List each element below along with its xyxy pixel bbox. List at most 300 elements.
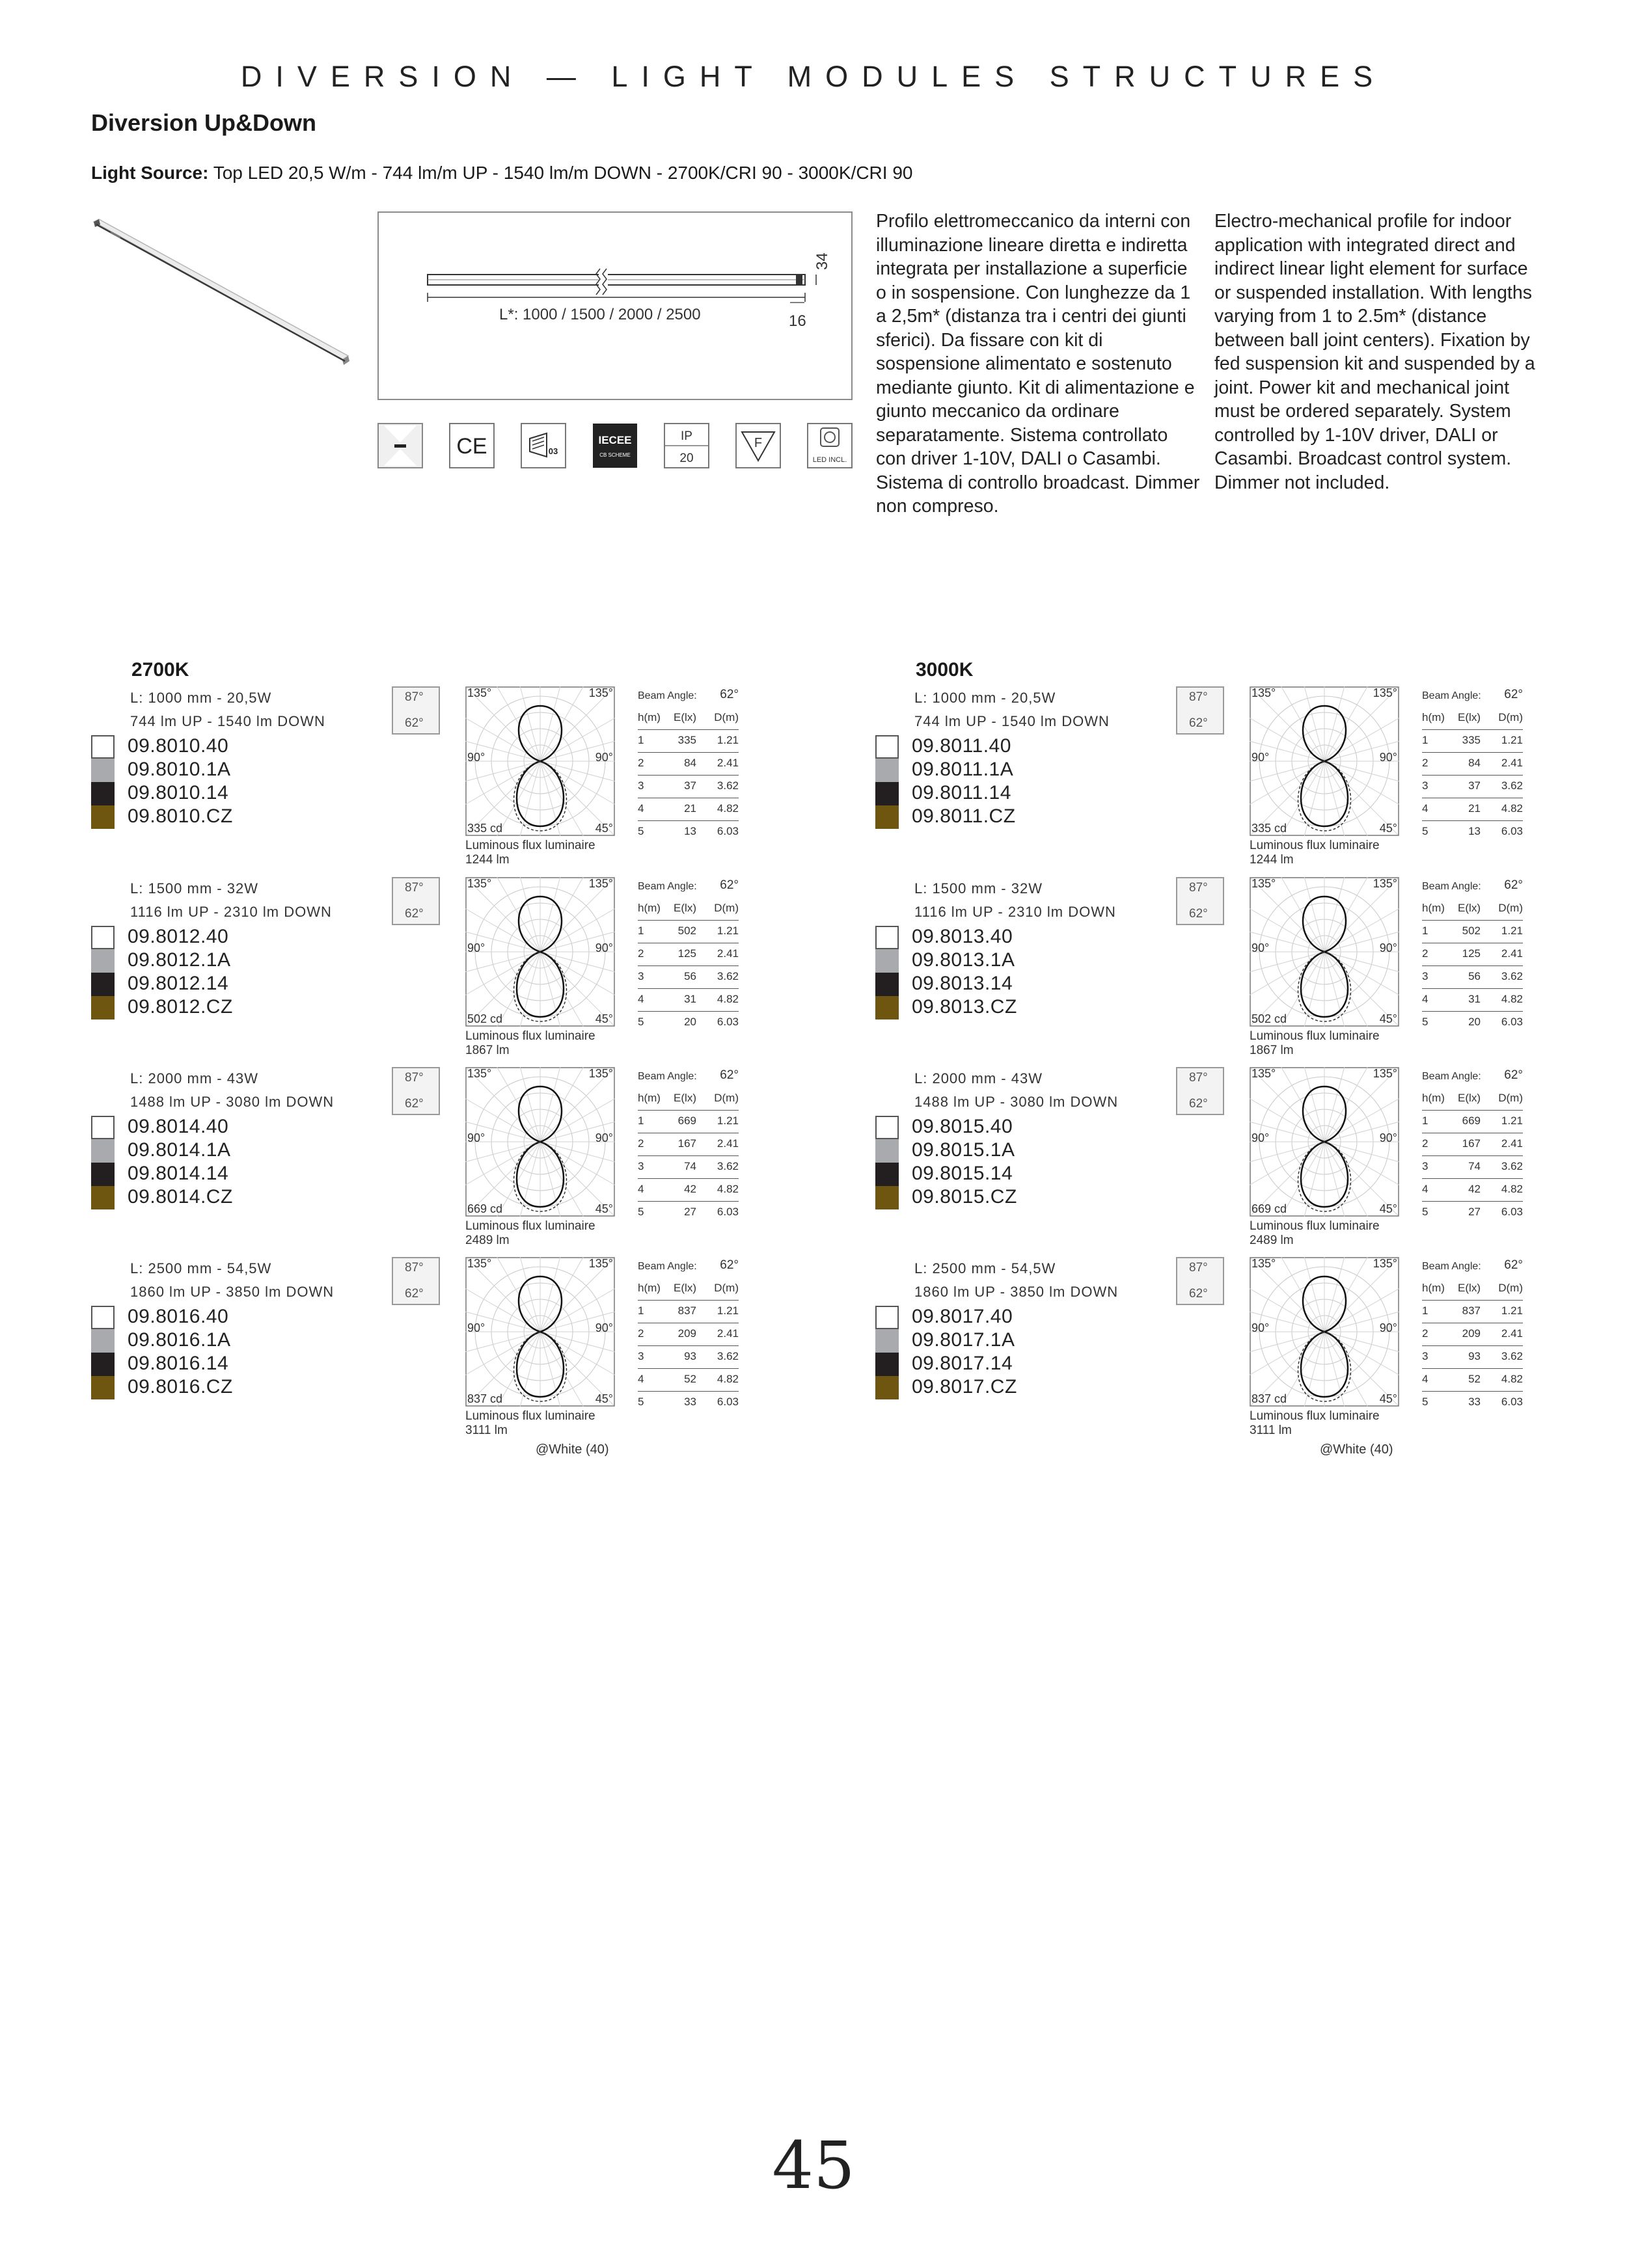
header-diameter: D(m)	[714, 1092, 739, 1104]
row-illuminance: 31	[684, 993, 696, 1005]
product-code: 09.8013.CZ	[912, 996, 1017, 1018]
header-diameter: D(m)	[714, 902, 739, 914]
finish-swatch-corten	[875, 1376, 899, 1399]
luminous-flux-caption	[1250, 1409, 1380, 1438]
product-code: 09.8015.14	[912, 1163, 1013, 1184]
finish-swatch-corten	[875, 1186, 899, 1209]
row-illuminance: 125	[677, 947, 696, 960]
beam-bottom-angle: 62°	[1189, 907, 1208, 921]
row-diameter: 6.03	[717, 825, 739, 837]
row-illuminance: 84	[684, 757, 696, 769]
product-code: 09.8017.1A	[912, 1329, 1015, 1351]
page-number: 45	[772, 2127, 855, 2204]
row-diameter: 3.62	[1501, 1350, 1523, 1362]
variant-block	[875, 1067, 1552, 1256]
luminous-flux-value: 1867 lm	[1250, 1044, 1294, 1057]
beam-angle-label: Beam Angle:	[638, 690, 697, 701]
table-row	[638, 1346, 739, 1369]
iecee-cb-scheme-icon	[592, 423, 638, 468]
row-diameter: 1.21	[717, 1304, 739, 1317]
row-diameter: 4.82	[1501, 1373, 1523, 1385]
table-row	[638, 1202, 739, 1224]
length-dimension-label: L*: 1000 / 1500 / 2000 / 2500	[499, 306, 701, 323]
row-height: 2	[1422, 947, 1429, 960]
row-height: 1	[1422, 925, 1429, 937]
row-illuminance: 669	[677, 1114, 696, 1127]
luminous-flux-label: Luminous flux luminaire	[465, 1029, 595, 1043]
row-diameter: 4.82	[717, 802, 739, 815]
variant-length-power: L: 1000 mm - 20,5W	[130, 690, 272, 706]
f-mark-text: F	[754, 436, 763, 450]
row-illuminance: 125	[1462, 947, 1481, 960]
product-code: 09.8015.40	[912, 1116, 1013, 1137]
row-illuminance: 37	[1468, 779, 1481, 792]
beam-angle-value: 62°	[1504, 1258, 1523, 1272]
luminous-flux-value: 1244 lm	[465, 853, 510, 867]
photometric-table	[1422, 1068, 1523, 1224]
finish-swatch-grey	[875, 949, 899, 973]
row-height: 2	[1422, 757, 1429, 769]
width-dimension-label: 16	[789, 312, 806, 330]
peak-intensity-label: 335 cd	[1251, 822, 1287, 835]
finish-swatch-black	[875, 782, 899, 805]
header-illuminance: E(lx)	[674, 1092, 696, 1104]
row-illuminance: 74	[684, 1160, 696, 1172]
table-row	[1422, 798, 1523, 821]
luminous-flux-caption	[465, 1219, 595, 1248]
finish-swatch-corten	[91, 1186, 115, 1209]
table-row	[1422, 943, 1523, 966]
header-illuminance: E(lx)	[1458, 1092, 1481, 1104]
product-code: 09.8011.1A	[912, 759, 1014, 780]
product-code: 09.8015.CZ	[912, 1186, 1017, 1208]
peak-intensity-label: 335 cd	[467, 822, 503, 835]
polar-label-45: 45°	[1379, 1012, 1397, 1025]
header-illuminance: E(lx)	[1458, 1282, 1481, 1294]
product-code: 09.8017.CZ	[912, 1376, 1017, 1397]
row-diameter: 2.41	[717, 1137, 739, 1150]
beam-angle-icon	[1176, 1067, 1224, 1115]
header-diameter: D(m)	[1498, 1092, 1523, 1104]
polar-label-135-left: 135°	[467, 1067, 492, 1080]
variant-flux: 744 lm UP - 1540 lm DOWN	[130, 713, 325, 729]
row-diameter: 1.21	[1501, 1304, 1523, 1317]
row-height: 1	[638, 1304, 644, 1317]
variant-flux: 1116 lm UP - 2310 lm DOWN	[130, 904, 332, 920]
ce-mark-icon	[449, 423, 495, 468]
row-diameter: 4.82	[1501, 993, 1523, 1005]
row-height: 4	[638, 993, 644, 1005]
row-height: 1	[1422, 1114, 1429, 1127]
row-height: 2	[638, 1137, 644, 1150]
row-height: 3	[638, 970, 644, 982]
product-code: 09.8016.1A	[128, 1329, 231, 1351]
product-code: 09.8010.CZ	[128, 805, 233, 827]
row-height: 1	[1422, 734, 1429, 746]
variant-block	[875, 877, 1552, 1066]
row-diameter: 3.62	[1501, 970, 1523, 982]
product-code: 09.8017.14	[912, 1353, 1013, 1374]
polar-diagram	[1250, 877, 1399, 1027]
row-diameter: 2.41	[717, 757, 739, 769]
beam-angle-value: 62°	[720, 878, 739, 892]
variant-flux: 1860 lm UP - 3850 lm DOWN	[914, 1284, 1119, 1300]
row-height: 5	[1422, 1016, 1429, 1028]
product-code: 09.8011.CZ	[912, 805, 1016, 827]
row-height: 4	[1422, 802, 1429, 815]
beam-top-angle: 87°	[405, 1261, 424, 1275]
polar-diagram	[1250, 686, 1399, 836]
photometric-table	[638, 878, 739, 1034]
header-diameter: D(m)	[714, 711, 739, 723]
finish-swatch-corten	[91, 1376, 115, 1399]
photometric-table	[1422, 1258, 1523, 1414]
finish-swatch-grey	[91, 759, 115, 782]
finish-swatch-grey	[875, 759, 899, 782]
product-code: 09.8012.40	[128, 926, 229, 947]
dali-certification-text: 03	[548, 446, 558, 456]
white-finish-note: @White (40)	[536, 1442, 609, 1457]
finish-swatch-white	[875, 926, 899, 949]
finish-swatch-white	[91, 926, 115, 949]
header-height: h(m)	[1422, 1282, 1445, 1294]
finish-swatch-white	[91, 1306, 115, 1329]
polar-label-135-left: 135°	[1251, 877, 1276, 890]
luminous-flux-caption	[465, 1029, 595, 1058]
polar-diagram	[1250, 1067, 1399, 1217]
row-diameter: 2.41	[1501, 1137, 1523, 1150]
polar-label-90-left: 90°	[1251, 1321, 1270, 1334]
header-illuminance: E(lx)	[1458, 711, 1481, 723]
luminous-flux-label: Luminous flux luminaire	[465, 1409, 595, 1423]
luminous-flux-label: Luminous flux luminaire	[1250, 1409, 1380, 1423]
beam-angle-label: Beam Angle:	[638, 881, 697, 892]
row-diameter: 1.21	[1501, 734, 1523, 746]
table-row	[1422, 966, 1523, 989]
cb-scheme-text: CB SCHEME	[599, 452, 631, 458]
row-diameter: 2.41	[717, 1327, 739, 1340]
polar-label-45: 45°	[595, 822, 613, 835]
row-diameter: 3.62	[717, 779, 739, 792]
photometric-table	[638, 1258, 739, 1414]
row-diameter: 1.21	[717, 1114, 739, 1127]
row-illuminance: 27	[1468, 1206, 1481, 1218]
row-illuminance: 33	[1468, 1396, 1481, 1408]
table-row	[1422, 989, 1523, 1012]
row-diameter: 6.03	[717, 1016, 739, 1028]
polar-label-45: 45°	[1379, 1392, 1397, 1405]
polar-label-135-right: 135°	[588, 1067, 613, 1080]
variant-flux: 1488 lm UP - 3080 lm DOWN	[130, 1094, 335, 1110]
header-height: h(m)	[1422, 902, 1445, 914]
table-row	[1422, 1179, 1523, 1202]
row-diameter: 3.62	[1501, 779, 1523, 792]
peak-intensity-label: 502 cd	[467, 1012, 503, 1025]
row-height: 1	[638, 734, 644, 746]
row-illuminance: 837	[677, 1304, 696, 1317]
table-row	[1422, 1202, 1523, 1224]
product-code: 09.8011.40	[912, 735, 1011, 757]
beam-angle-label: Beam Angle:	[1422, 1071, 1481, 1082]
product-code: 09.8016.40	[128, 1306, 229, 1327]
height-dimension-label: 34	[814, 252, 831, 270]
luminous-flux-caption	[465, 1409, 595, 1438]
beam-bottom-angle: 62°	[1189, 1287, 1208, 1301]
row-height: 5	[638, 1396, 644, 1408]
beam-angle-icon	[1176, 1257, 1224, 1305]
variant-flux: 1488 lm UP - 3080 lm DOWN	[914, 1094, 1119, 1110]
row-diameter: 1.21	[717, 734, 739, 746]
variant-block	[91, 1257, 768, 1457]
variant-length-power: L: 1500 mm - 32W	[130, 880, 258, 897]
polar-diagram	[465, 686, 615, 836]
product-code: 09.8016.14	[128, 1353, 229, 1374]
variant-length-power: L: 1000 mm - 20,5W	[914, 690, 1056, 706]
row-height: 4	[1422, 1373, 1429, 1385]
row-illuminance: 56	[1468, 970, 1481, 982]
row-height: 5	[638, 825, 644, 837]
row-height: 3	[1422, 970, 1429, 982]
row-illuminance: 56	[684, 970, 696, 982]
row-height: 2	[1422, 1137, 1429, 1150]
header-height: h(m)	[1422, 711, 1445, 723]
variant-flux: 1860 lm UP - 3850 lm DOWN	[130, 1284, 335, 1300]
polar-label-135-right: 135°	[1373, 686, 1397, 699]
row-illuminance: 31	[1468, 993, 1481, 1005]
finish-swatch-white	[875, 1116, 899, 1139]
variant-block	[91, 1067, 768, 1256]
row-diameter: 2.41	[1501, 947, 1523, 960]
beam-angle-label: Beam Angle:	[638, 1071, 697, 1082]
table-header	[638, 1278, 739, 1301]
polar-diagram	[465, 1257, 615, 1407]
table-row	[638, 1369, 739, 1392]
table-row	[1422, 1012, 1523, 1034]
row-illuminance: 42	[684, 1183, 696, 1195]
description-english: Electro-mechanical profile for indoor application with integrated direct and indirect linear light element for surface or suspended installation. With lengths varying from 1 to 2.5m* (distance between ball joint centers). Fixation by fed suspension kit and suspended by a joint. Power kit and mechanical joint must be ordered separately. System controlled by 1-10V driver, DALI or Casambi. Broadcast control system. Dimmer not included.	[1214, 211, 1535, 493]
ce-mark-text: CE	[456, 434, 487, 459]
row-illuminance: 167	[677, 1137, 696, 1150]
table-header	[638, 898, 739, 921]
row-diameter: 1.21	[1501, 1114, 1523, 1127]
beam-angle-value: 62°	[1504, 878, 1523, 892]
beam-angle-icon	[1176, 686, 1224, 735]
beam-bottom-angle: 62°	[405, 716, 424, 730]
variant-block	[875, 659, 1552, 875]
row-illuminance: 502	[677, 925, 696, 937]
row-illuminance: 335	[1462, 734, 1481, 746]
row-diameter: 3.62	[717, 1350, 739, 1362]
row-diameter: 1.21	[717, 925, 739, 937]
table-row	[1422, 1301, 1523, 1323]
header-illuminance: E(lx)	[674, 711, 696, 723]
beam-bottom-angle: 62°	[405, 1287, 424, 1301]
table-row	[638, 1179, 739, 1202]
polar-diagram	[1250, 1257, 1399, 1407]
row-height: 4	[1422, 1183, 1429, 1195]
peak-intensity-label: 669 cd	[1251, 1202, 1287, 1215]
finish-swatch-black	[91, 973, 115, 996]
luminous-flux-label: Luminous flux luminaire	[1250, 1219, 1380, 1233]
beam-angle-icon	[392, 686, 440, 735]
row-diameter: 4.82	[717, 993, 739, 1005]
variant-flux: 1116 lm UP - 2310 lm DOWN	[914, 904, 1116, 920]
row-illuminance: 669	[1462, 1114, 1481, 1127]
beam-angle-value: 62°	[720, 688, 739, 701]
variant-length-power: L: 2500 mm - 54,5W	[130, 1260, 272, 1276]
product-code: 09.8010.14	[128, 782, 229, 803]
luminous-flux-caption	[465, 839, 595, 867]
beam-angle-value: 62°	[1504, 1068, 1523, 1082]
row-diameter: 6.03	[1501, 1206, 1523, 1218]
page-title: DIVERSION — LIGHT MODULES STRUCTURES	[240, 60, 1387, 93]
up-down-light-icon	[377, 423, 423, 468]
row-illuminance: 167	[1462, 1137, 1481, 1150]
row-height: 4	[638, 802, 644, 815]
header-diameter: D(m)	[1498, 1282, 1523, 1294]
finish-swatch-corten	[875, 805, 899, 829]
row-diameter: 4.82	[717, 1373, 739, 1385]
polar-label-90-left: 90°	[1251, 1131, 1270, 1144]
luminous-flux-label: Luminous flux luminaire	[465, 839, 595, 852]
header-diameter: D(m)	[714, 1282, 739, 1294]
luminous-flux-value: 3111 lm	[465, 1424, 508, 1437]
photometric-table	[638, 688, 739, 843]
row-diameter: 3.62	[717, 1160, 739, 1172]
table-header	[638, 1088, 739, 1111]
iecee-text: IECEE	[598, 434, 632, 446]
row-height: 3	[638, 1350, 644, 1362]
polar-label-90-right: 90°	[595, 751, 613, 764]
table-row	[1422, 1392, 1523, 1414]
row-illuminance: 502	[1462, 925, 1481, 937]
header-illuminance: E(lx)	[1458, 902, 1481, 914]
table-row	[638, 753, 739, 776]
finish-swatch-grey	[91, 1329, 115, 1353]
cct-title: 2700K	[131, 659, 189, 681]
row-diameter: 6.03	[1501, 825, 1523, 837]
cct-title: 3000K	[916, 659, 974, 681]
beam-angle-label: Beam Angle:	[638, 1261, 697, 1272]
polar-label-90-right: 90°	[1379, 1321, 1397, 1334]
row-illuminance: 33	[684, 1396, 696, 1408]
row-height: 5	[1422, 825, 1429, 837]
polar-label-90-left: 90°	[1251, 941, 1270, 954]
photometric-table	[1422, 688, 1523, 843]
polar-label-90-left: 90°	[1251, 751, 1270, 764]
product-code: 09.8011.14	[912, 782, 1011, 803]
luminous-flux-value: 2489 lm	[465, 1234, 510, 1247]
finish-swatch-corten	[91, 996, 115, 1019]
row-height: 1	[1422, 1304, 1429, 1317]
polar-label-45: 45°	[1379, 1202, 1397, 1215]
row-illuminance: 13	[1468, 825, 1481, 837]
ip-rating-icon	[664, 423, 709, 468]
row-diameter: 2.41	[1501, 1327, 1523, 1340]
finish-swatch-black	[91, 1163, 115, 1186]
polar-label-135-right: 135°	[1373, 877, 1397, 890]
row-height: 2	[638, 947, 644, 960]
variant-block	[91, 659, 768, 875]
photometric-table	[1422, 878, 1523, 1034]
finish-swatch-grey	[875, 1139, 899, 1163]
light-source-label: Light Source:	[91, 163, 209, 183]
row-height: 2	[638, 757, 644, 769]
beam-top-angle: 87°	[1189, 690, 1208, 704]
finish-swatch-white	[875, 1306, 899, 1329]
table-row	[1422, 1346, 1523, 1369]
polar-label-135-left: 135°	[1251, 1257, 1276, 1270]
beam-bottom-angle: 62°	[405, 1097, 424, 1111]
table-row	[638, 821, 739, 843]
row-height: 5	[1422, 1206, 1429, 1218]
table-row	[638, 966, 739, 989]
polar-label-135-left: 135°	[467, 1257, 492, 1270]
table-row	[638, 1111, 739, 1133]
row-height: 1	[638, 1114, 644, 1127]
luminous-flux-caption	[1250, 1029, 1380, 1058]
polar-label-90-left: 90°	[467, 1321, 485, 1334]
beam-angle-icon	[392, 1067, 440, 1115]
table-row	[1422, 776, 1523, 798]
luminous-flux-caption	[1250, 1219, 1380, 1248]
product-name: Diversion Up&Down	[91, 109, 317, 136]
variant-block	[875, 1257, 1552, 1457]
header-diameter: D(m)	[1498, 711, 1523, 723]
table-row	[638, 1156, 739, 1179]
beam-angle-label: Beam Angle:	[1422, 690, 1481, 701]
row-height: 5	[638, 1016, 644, 1028]
header-height: h(m)	[638, 711, 661, 723]
table-row	[638, 943, 739, 966]
row-illuminance: 93	[1468, 1350, 1481, 1362]
peak-intensity-label: 837 cd	[467, 1392, 503, 1405]
table-row	[1422, 730, 1523, 753]
polar-diagram	[465, 1067, 615, 1217]
beam-angle-value: 62°	[1504, 688, 1523, 701]
polar-label-135-right: 135°	[1373, 1067, 1397, 1080]
table-header	[1422, 1278, 1523, 1301]
polar-label-135-right: 135°	[588, 877, 613, 890]
finish-swatch-white	[875, 735, 899, 759]
row-height: 2	[1422, 1327, 1429, 1340]
table-header	[638, 707, 739, 730]
polar-label-90-right: 90°	[595, 1131, 613, 1144]
table-row	[638, 1301, 739, 1323]
product-code: 09.8012.CZ	[128, 996, 233, 1018]
product-code: 09.8013.1A	[912, 949, 1015, 971]
polar-diagram	[465, 877, 615, 1027]
product-code: 09.8010.1A	[128, 759, 231, 780]
table-row	[1422, 821, 1523, 843]
polar-label-90-right: 90°	[1379, 941, 1397, 954]
table-header	[1422, 707, 1523, 730]
table-row	[638, 798, 739, 821]
table-row	[1422, 1133, 1523, 1156]
light-source-value: Top LED 20,5 W/m - 744 lm/m UP - 1540 lm/m DOWN - 2700K/CRI 90 - 3000K/CRI 90	[208, 163, 913, 183]
table-row	[1422, 1111, 1523, 1133]
beam-bottom-angle: 62°	[1189, 716, 1208, 730]
table-row	[1422, 753, 1523, 776]
variant-length-power: L: 2000 mm - 43W	[914, 1070, 1043, 1087]
luminous-flux-label: Luminous flux luminaire	[1250, 1029, 1380, 1043]
polar-label-90-left: 90°	[467, 1131, 485, 1144]
header-height: h(m)	[1422, 1092, 1445, 1104]
beam-angle-label: Beam Angle:	[1422, 881, 1481, 892]
polar-label-135-left: 135°	[467, 686, 492, 699]
table-row	[1422, 1369, 1523, 1392]
row-height: 3	[1422, 779, 1429, 792]
